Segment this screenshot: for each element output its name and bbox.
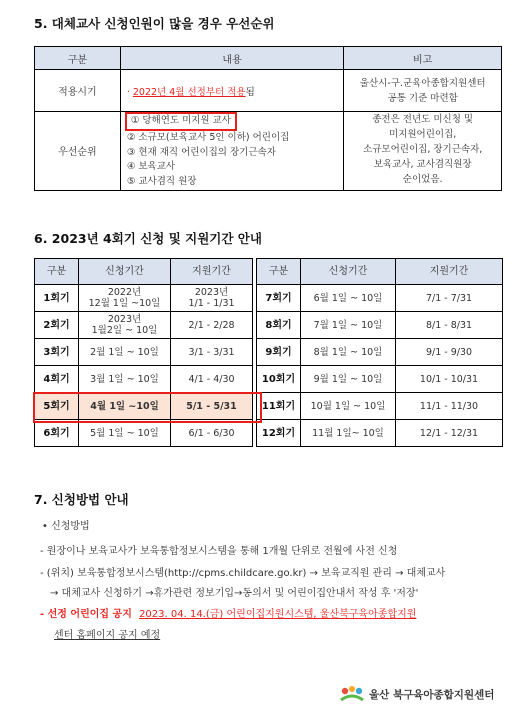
section5-title: 5. 대체교사 신청인원이 많을 경우 우선순위 — [34, 16, 275, 31]
support-period-cell: 5/1 - 5/31 — [171, 393, 253, 420]
method-heading: • 신청방법 — [42, 521, 90, 532]
table-row — [35, 339, 503, 366]
support-period-cell: 12/1 - 12/31 — [396, 420, 503, 447]
support-period-cell: 2023년 1/1 - 1/31 — [171, 285, 253, 312]
apply-period-cell: 2022년 12월 1일 ~10일 — [79, 285, 171, 312]
table-row — [35, 366, 503, 393]
support-period-cell: 4/1 - 4/30 — [171, 366, 253, 393]
apply-period-cell: 3월 1일 ~ 10일 — [79, 366, 171, 393]
apply-period-cell: 2023년 1월2일 ~ 10일 — [79, 312, 171, 339]
table-row — [35, 420, 503, 447]
round-cell: 6회기 — [35, 420, 79, 447]
section7-title: 7. 신청방법 안내 — [34, 492, 129, 507]
round-cell: 1회기 — [35, 285, 79, 312]
round-cell: 3회기 — [35, 339, 79, 366]
support-period-cell: 8/1 - 8/31 — [396, 312, 503, 339]
priority-item: ⑤ 교사겸직 원장 — [126, 176, 197, 188]
header-round: 구분 — [35, 259, 79, 285]
support-period-cell: 10/1 - 10/31 — [396, 366, 503, 393]
notice-date: 2023. 04. 14.(금) 어린이집지원시스템, 울산북구육아종합지원 — [139, 609, 417, 620]
round-cell: 4회기 — [35, 366, 79, 393]
note-line: 울산시-구.군육아종합지원센터 — [359, 77, 486, 89]
period-content — [120, 70, 344, 112]
method-line: - (위치) 보육통합정보시스템(http://cpms.childcare.go.kr) → 보육교직원 관리 → 대체교사 — [40, 568, 446, 579]
note-line: 보육교사, 교사겸직원장 — [373, 159, 472, 170]
priority-list — [120, 112, 344, 191]
priority-item-highlight — [125, 112, 237, 131]
header-apply: 신청기간 — [301, 259, 396, 285]
round-cell: 5회기 — [35, 393, 79, 420]
notice-line — [40, 605, 416, 620]
apply-period-cell: 8월 1일 ~ 10일 — [301, 339, 396, 366]
header-apply: 신청기간 — [79, 259, 171, 285]
priority-item: ② 소규모(보육교사 5인 이하) 어린이집 — [126, 131, 290, 143]
priority-note — [344, 112, 502, 191]
schedule-table — [34, 258, 503, 447]
priority-item: ④ 보육교사 — [126, 161, 176, 173]
support-period-cell: 3/1 - 3/31 — [171, 339, 253, 366]
section6-title: 6. 2023년 4회기 신청 및 지원기간 안내 — [34, 231, 262, 246]
round-cell: 12회기 — [257, 420, 301, 447]
round-cell: 11회기 — [257, 393, 301, 420]
support-period-cell: 6/1 - 6/30 — [171, 420, 253, 447]
childcare-center-logo-icon — [339, 684, 365, 704]
apply-period-cell: 5월 1일 ~ 10일 — [79, 420, 171, 447]
round-cell: 10회기 — [257, 366, 301, 393]
support-period-cell: 2/1 - 2/28 — [171, 312, 253, 339]
apply-period-cell: 11월 1일~ 10일 — [301, 420, 396, 447]
support-period-cell: 11/1 - 11/30 — [396, 393, 503, 420]
apply-period-cell: 2월 1일 ~ 10일 — [79, 339, 171, 366]
apply-period-cell: 10월 1일 ~ 10일 — [301, 393, 396, 420]
round-cell: 8회기 — [257, 312, 301, 339]
table-row — [35, 285, 503, 312]
footer-logo — [339, 684, 494, 704]
support-period-cell: 7/1 - 7/31 — [396, 285, 503, 312]
round-cell: 9회기 — [257, 339, 301, 366]
header-round: 구분 — [257, 259, 301, 285]
note-line: 종전은 전년도 미신청 및 — [372, 114, 474, 125]
header-support: 지원기간 — [396, 259, 503, 285]
row-label-period: 적용시기 — [35, 70, 121, 112]
priority-table — [34, 46, 502, 191]
priority-table-header — [35, 47, 502, 70]
period-note — [344, 70, 502, 112]
notice-line-2: 센터 홈페이지 공지 예정 — [54, 630, 161, 641]
note-line: 순이었음. — [402, 174, 443, 185]
bullet: · — [126, 86, 130, 98]
header-support: 지원기간 — [171, 259, 253, 285]
table-row — [35, 312, 503, 339]
round-cell: 7회기 — [257, 285, 301, 312]
method-line: - 원장이나 보육교사가 보육통합정보시스템을 통해 1개월 단위로 전월에 사전 신청 — [40, 546, 398, 557]
note-line: 미지원어린이집, — [389, 129, 457, 140]
schedule-table-header — [35, 259, 503, 285]
note-line: 공통 기준 마련함 — [387, 92, 458, 104]
priority-item: ③ 현재 재직 어린이집의 장기근속자 — [126, 146, 276, 158]
support-period-cell: 9/1 - 9/30 — [396, 339, 503, 366]
header-content: 내용 — [120, 47, 344, 70]
period-highlight: 2022년 4월 선정부터 적용 — [132, 86, 246, 98]
apply-period-cell: 6월 1일 ~ 10일 — [301, 285, 396, 312]
round-cell: 2회기 — [35, 312, 79, 339]
table-row — [35, 70, 502, 112]
org-name: 울산 북구육아종합지원센터 — [369, 688, 495, 701]
method-line: → 대체교사 신청하기 →휴가관련 정보기입→동의서 및 어린이집안내서 작성 후 '저장' — [50, 588, 419, 599]
note-line: 소규모어린이집, 장기근속자, — [363, 144, 483, 155]
apply-period-cell: 7월 1일 ~ 10일 — [301, 312, 396, 339]
table-row — [35, 112, 502, 191]
table-row — [35, 393, 503, 420]
header-category: 구분 — [35, 47, 121, 70]
header-note: 비고 — [344, 47, 502, 70]
notice-label: - 선정 어린이집 공지 — [40, 609, 132, 620]
period-suffix: 됨 — [245, 86, 255, 98]
apply-period-cell: 4월 1일 ~10일 — [79, 393, 171, 420]
priority-item: ① 당해연도 미지원 교사 — [130, 115, 231, 126]
row-label-priority: 우선순위 — [35, 112, 121, 191]
apply-period-cell: 9월 1일 ~ 10일 — [301, 366, 396, 393]
